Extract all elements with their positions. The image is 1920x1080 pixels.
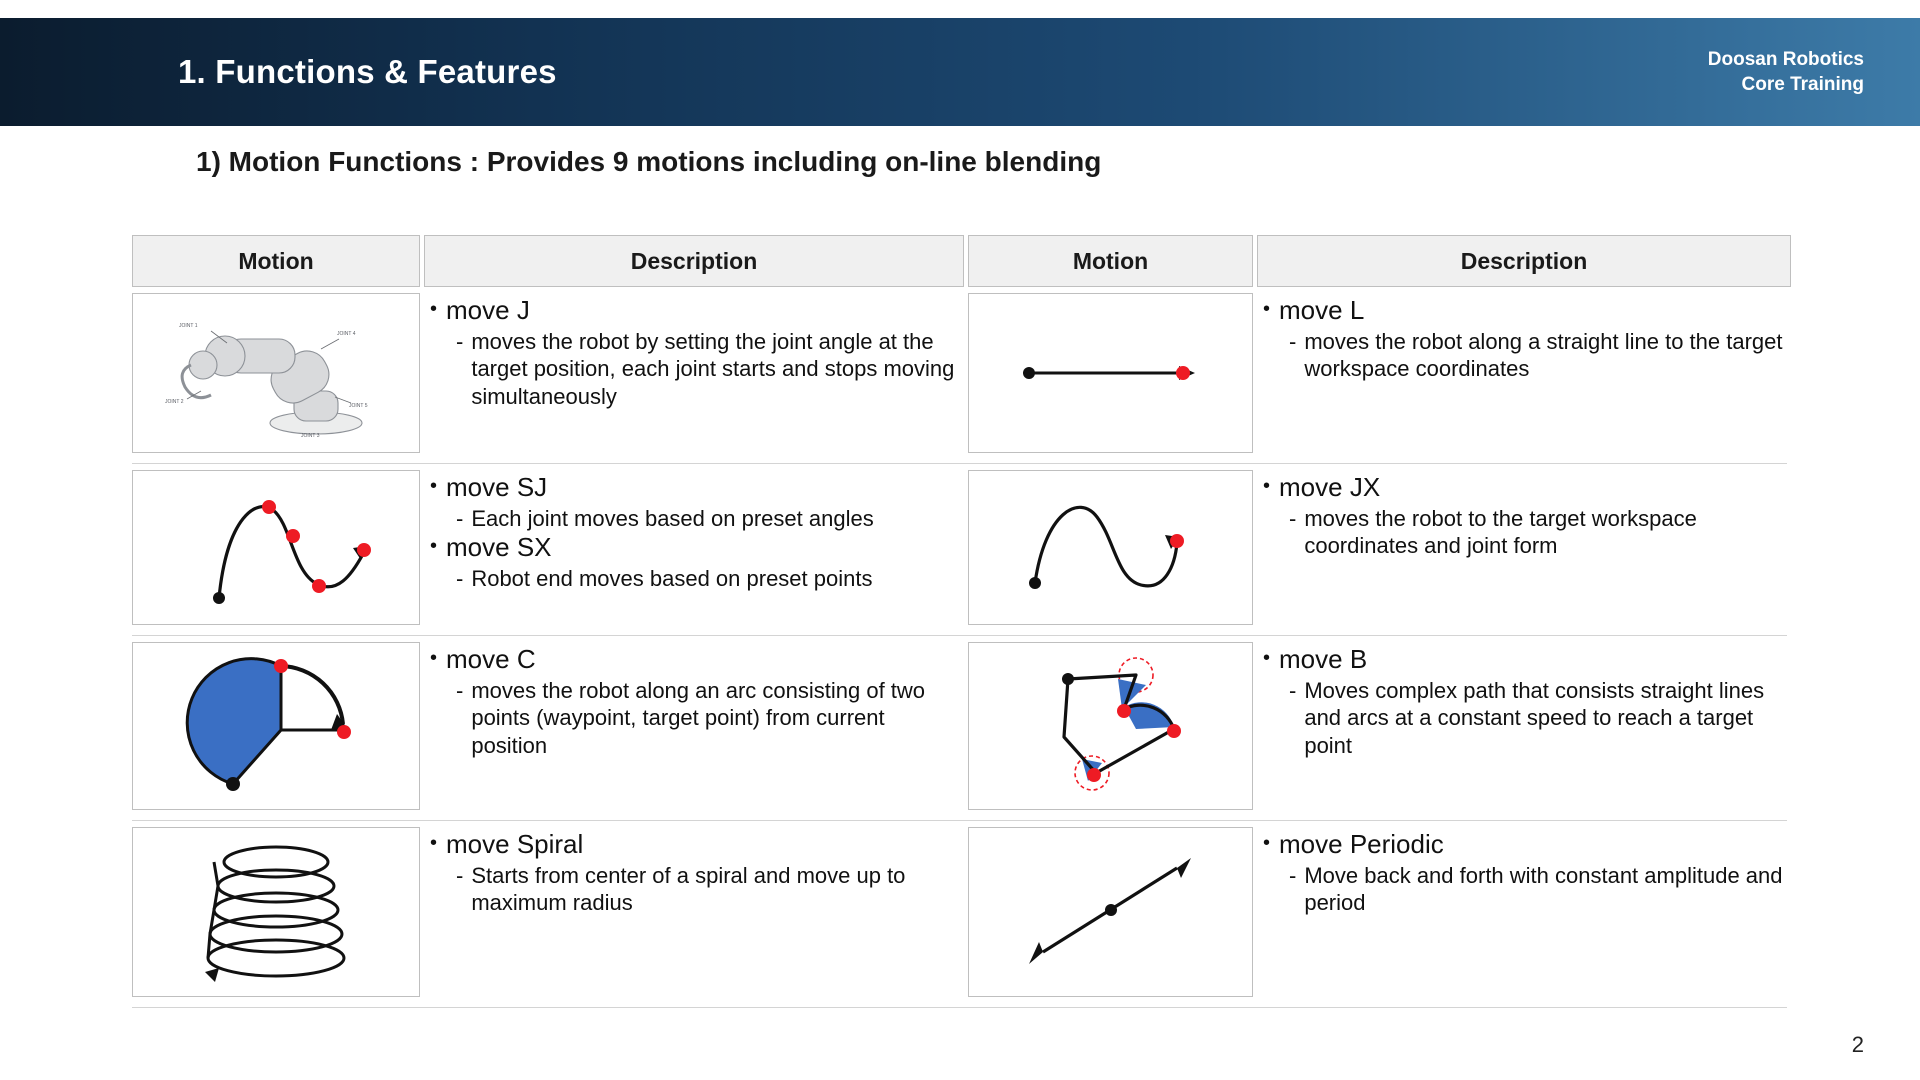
motion-detail <box>456 505 958 533</box>
motion-detail <box>456 565 958 593</box>
robot-arm-joint-motion-figure <box>132 293 420 453</box>
bullet-icon: • <box>430 298 438 320</box>
dash-icon: - <box>1289 505 1297 531</box>
motion-name: move J <box>446 295 530 325</box>
description-cell <box>1257 464 1791 635</box>
motion-table <box>132 235 1787 1008</box>
spiral-figure <box>132 827 420 997</box>
bullet-icon: • <box>430 535 438 558</box>
motion-name-row <box>1263 829 1785 860</box>
column-header-motion-1: Motion <box>132 235 420 287</box>
slide-header <box>0 18 1920 126</box>
motion-name: move B <box>1279 644 1368 674</box>
motion-detail <box>1289 328 1785 383</box>
description-cell <box>424 464 964 635</box>
table-row <box>132 464 1787 636</box>
column-header-description-1: Description <box>424 235 964 287</box>
dash-icon: - <box>456 505 464 531</box>
table-row <box>132 636 1787 821</box>
spline-waypoints-figure <box>132 470 420 625</box>
description-cell <box>424 287 964 463</box>
motion-name-row <box>430 644 958 675</box>
motion-name-row <box>430 295 958 326</box>
dash-icon: - <box>1289 862 1297 888</box>
svg-text:JOINT 1: JOINT 1 <box>179 323 198 329</box>
motion-detail <box>456 328 958 411</box>
bullet-icon: • <box>1263 832 1271 854</box>
page-number: 2 <box>1851 1032 1864 1057</box>
bullet-icon: • <box>1263 647 1271 669</box>
brand-block <box>1708 47 1864 97</box>
motion-name-row <box>1263 472 1785 503</box>
arc-sector-figure <box>132 642 420 810</box>
section-subtitle: 1) Motion Functions : Provides 9 motions including on-line blending <box>196 146 1102 177</box>
svg-text:JOINT 3: JOINT 3 <box>301 433 320 439</box>
motion-detail-text: Move back and forth with constant amplitude and period <box>1304 862 1783 916</box>
page-title: 1. Functions & Features <box>178 53 557 90</box>
dash-icon: - <box>456 566 464 592</box>
column-header-motion-2: Motion <box>968 235 1253 287</box>
motion-name-row <box>1263 644 1785 675</box>
bullet-icon: • <box>430 647 438 669</box>
table-header-row <box>132 235 1787 287</box>
s-curve-motion-figure <box>968 470 1253 625</box>
blended-path-figure <box>968 642 1253 810</box>
motion-name: move SJ <box>446 472 548 502</box>
column-header-description-2: Description <box>1257 235 1791 287</box>
table-row <box>132 821 1787 1008</box>
dash-icon: - <box>1289 328 1297 354</box>
motion-name: move C <box>446 644 536 674</box>
motion-detail <box>1289 677 1785 760</box>
motion-detail-text: moves the robot along an arc consisting of two points (waypoint, target point) from current position <box>471 677 926 759</box>
bullet-icon: • <box>1263 298 1271 320</box>
motion-name-row <box>430 472 958 503</box>
dash-icon: - <box>1289 677 1297 703</box>
motion-detail-text: moves the robot along a straight line to the target workspace coordinates <box>1304 328 1783 382</box>
motion-detail-text: moves the robot by setting the joint angle at the target position, each joint starts and stops moving simultaneously <box>471 328 955 410</box>
bullet-icon: • <box>1263 475 1271 497</box>
motion-detail <box>456 677 958 760</box>
motion-name: move L <box>1279 295 1365 325</box>
bullet-icon: • <box>430 832 438 854</box>
svg-text:JOINT 5: JOINT 5 <box>349 403 368 409</box>
description-cell <box>424 636 964 820</box>
dash-icon: - <box>456 328 464 354</box>
motion-name: move Periodic <box>1279 829 1444 859</box>
table-row <box>132 287 1787 464</box>
motion-name-row <box>1263 295 1785 326</box>
motion-detail-text: Each joint moves based on preset angles <box>471 505 874 531</box>
motion-name-row <box>430 532 958 563</box>
motion-name: move JX <box>1279 472 1381 502</box>
description-cell <box>424 821 964 1007</box>
description-cell <box>1257 821 1791 1007</box>
straight-line-motion-figure <box>968 293 1253 453</box>
motion-name: move SX <box>446 532 552 563</box>
description-cell <box>1257 287 1791 463</box>
bullet-icon: • <box>430 475 438 497</box>
motion-detail-text: moves the robot to the target workspace coordinates and joint form <box>1304 505 1697 559</box>
periodic-double-arrow-figure <box>968 827 1253 997</box>
dash-icon: - <box>456 862 464 888</box>
motion-detail <box>456 862 958 917</box>
motion-detail <box>1289 862 1785 917</box>
motion-detail <box>1289 505 1785 560</box>
svg-text:JOINT 4: JOINT 4 <box>337 331 356 337</box>
motion-name-row <box>430 829 958 860</box>
motion-detail-text: Starts from center of a spiral and move up to maximum radius <box>471 862 906 916</box>
motion-name: move Spiral <box>446 829 584 859</box>
brand-line-1: Doosan Robotics <box>1707 48 1864 70</box>
motion-detail-text: Robot end moves based on preset points <box>471 566 873 592</box>
brand-line-2: Core Training <box>1741 74 1864 95</box>
svg-text:JOINT 2: JOINT 2 <box>165 399 184 405</box>
description-cell <box>1257 636 1791 820</box>
dash-icon: - <box>456 677 464 703</box>
motion-detail-text: Moves complex path that consists straight lines and arcs at a constant speed to reach a target point <box>1304 677 1765 759</box>
